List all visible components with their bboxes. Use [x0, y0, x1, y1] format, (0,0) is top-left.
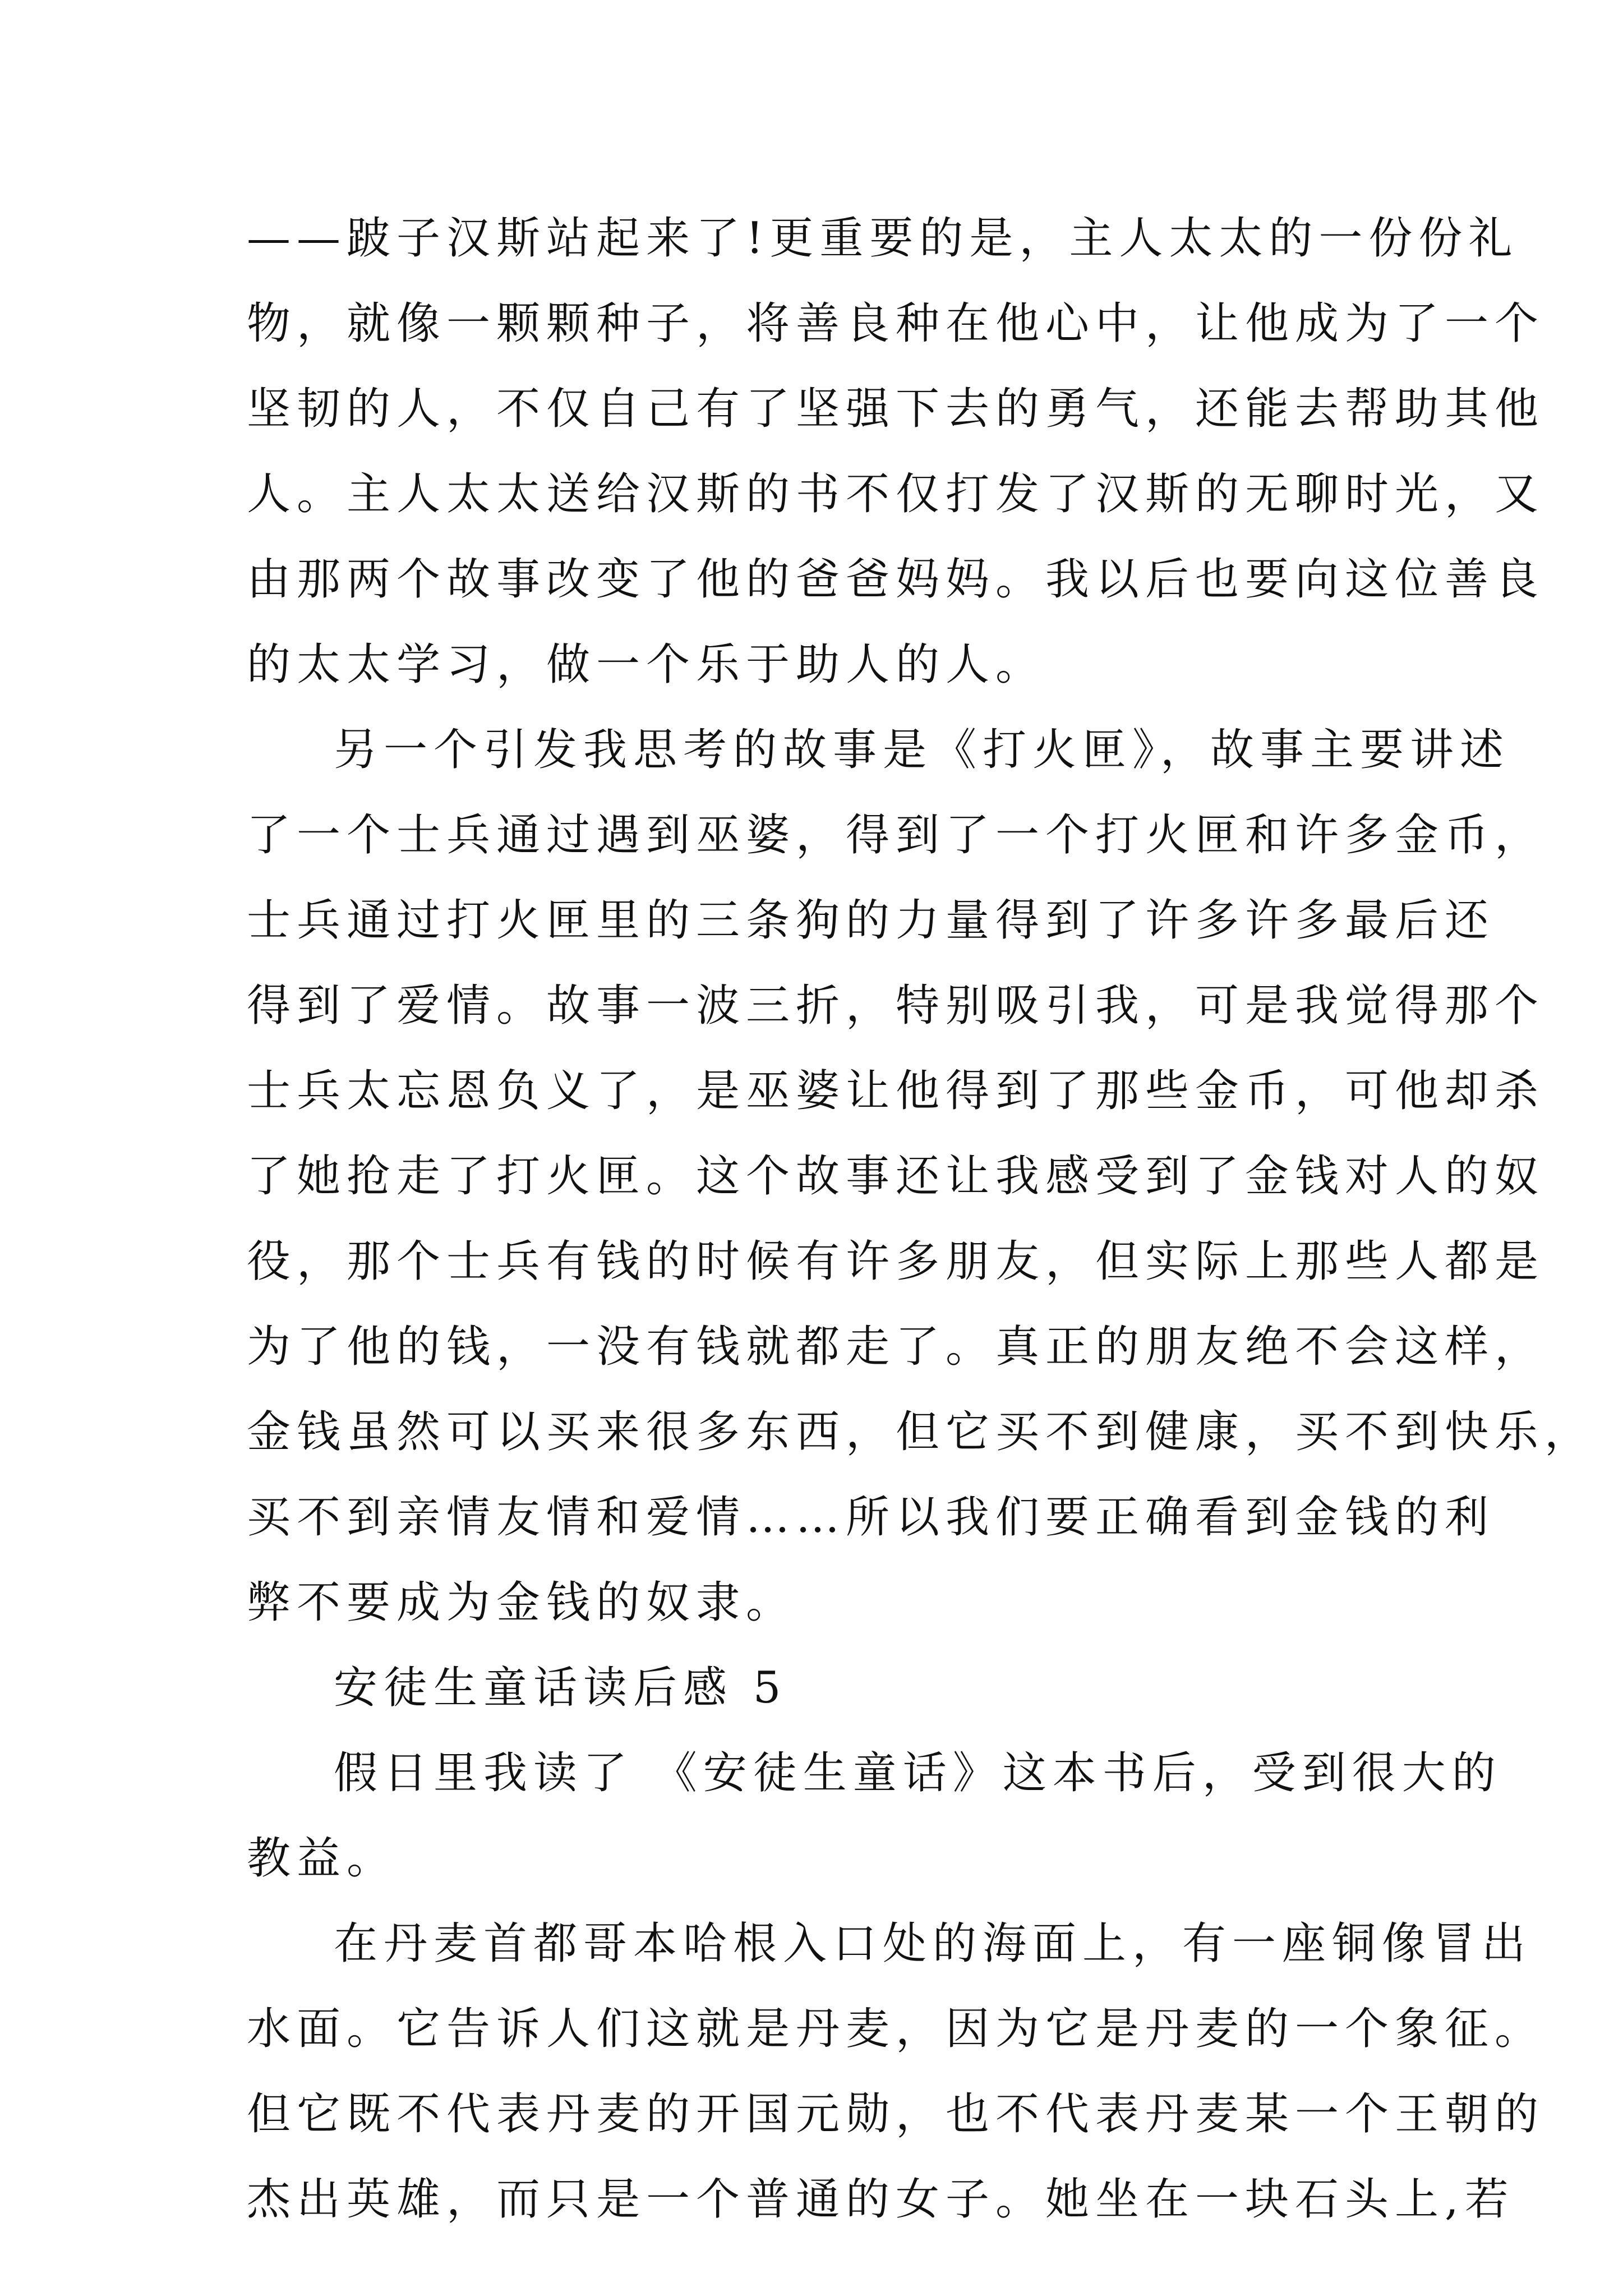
text-line: 买不到亲情友情和爱情……所以我们要正确看到金钱的利 — [247, 1492, 1495, 1543]
text-line: 了一个士兵通过遇到巫婆，得到了一个打火匣和许多金币， — [247, 810, 1545, 861]
body-text — [247, 208, 1595, 2254]
text-line: 坚韧的人，不仅自己有了坚强下去的勇气，还能去帮助其他 — [247, 384, 1545, 434]
paragraph-start-line: 另一个引发我思考的故事是《打火匣》，故事主要讲述 — [334, 725, 1510, 775]
text-line: 教益。 — [247, 1833, 397, 1884]
text-line: 为了他的钱，一没有钱就都走了。真正的朋友绝不会这样， — [247, 1322, 1545, 1372]
text-line: 的太太学习，做一个乐于助人的人。 — [247, 639, 1046, 690]
paragraph-start-line: 在丹麦首都哥本哈根入口处的海面上，有一座铜像冒出 — [334, 1918, 1532, 1969]
text-line: 水面。它告诉人们这就是丹麦，因为它是丹麦的一个象征。 — [247, 2004, 1545, 2054]
text-line: 役，那个士兵有钱的时候有许多朋友，但实际上那些人都是 — [247, 1236, 1545, 1287]
paragraph-start-line: 假日里我读了 《安徒生童话》这本书后，受到很大的 — [334, 1748, 1502, 1798]
text-line: 士兵通过打火匣里的三条狗的力量得到了许多许多最后还 — [247, 895, 1495, 946]
text-line: 但它既不代表丹麦的开国元勋，也不代表丹麦某一个王朝的 — [247, 2089, 1545, 2139]
text-line: 杰出英雄，而只是一个普通的女子。她坐在一块石头上,若 — [247, 2174, 1515, 2225]
text-line: 物，就像一颗颗种子，将善良种在他心中，让他成为了一个 — [247, 298, 1545, 349]
text-line: 弊不要成为金钱的奴隶。 — [247, 1577, 796, 1628]
section-heading: 安徒生童话读后感 5 — [334, 1663, 787, 1713]
text-line: 由那两个故事改变了他的爸爸妈妈。我以后也要向这位善良 — [247, 554, 1545, 605]
text-line: 金钱虽然可以买来很多东西，但它买不到健康，买不到快乐， — [247, 1407, 1595, 1457]
text-line: ——跛子汉斯站起来了!更重要的是，主人太太的一份份礼 — [247, 213, 1519, 264]
text-line: 了她抢走了打火匣。这个故事还让我感受到了金钱对人的奴 — [247, 1151, 1545, 1202]
text-line: 人。主人太太送给汉斯的书不仅打发了汉斯的无聊时光，又 — [247, 469, 1545, 519]
text-line: 得到了爱情。故事一波三折，特别吸引我，可是我觉得那个 — [247, 981, 1545, 1031]
text-line: 士兵太忘恩负义了，是巫婆让他得到了那些金币，可他却杀 — [247, 1066, 1545, 1116]
